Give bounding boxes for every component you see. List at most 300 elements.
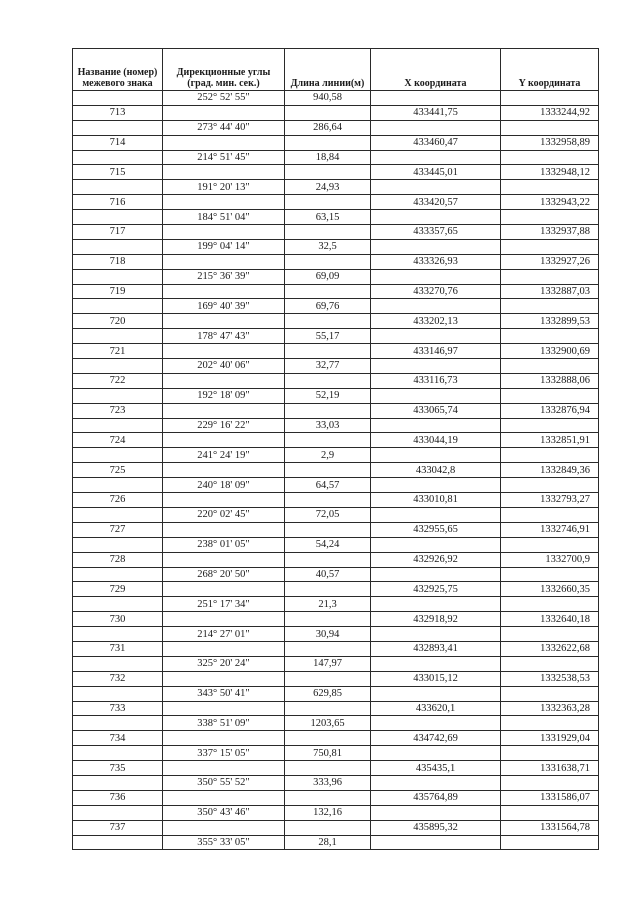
- point-name-cell: 725: [73, 463, 163, 478]
- length-cell: 72,05: [285, 507, 371, 522]
- length-cell: 1203,65: [285, 716, 371, 731]
- line-row: [73, 686, 599, 701]
- x-coordinate-cell: 432893,41: [371, 641, 501, 656]
- line-row: [73, 805, 599, 820]
- x-coordinate-cell: [371, 150, 501, 165]
- y-coordinate-cell: [501, 91, 599, 106]
- point-name-cell: 724: [73, 433, 163, 448]
- point-name-cell: 736: [73, 790, 163, 805]
- y-coordinate-cell: 1332622,68: [501, 641, 599, 656]
- table-body: [73, 91, 599, 850]
- length-cell: 333,96: [285, 775, 371, 790]
- x-coordinate-cell: [371, 180, 501, 195]
- point-name-cell: 716: [73, 195, 163, 210]
- angle-cell: [163, 493, 285, 508]
- angle-cell: 214° 51' 45": [163, 150, 285, 165]
- length-cell: [285, 582, 371, 597]
- y-coordinate-cell: [501, 597, 599, 612]
- length-cell: 30,94: [285, 627, 371, 642]
- x-coordinate-cell: 432925,75: [371, 582, 501, 597]
- length-cell: [285, 731, 371, 746]
- point-row: [73, 403, 599, 418]
- point-name-cell: [73, 478, 163, 493]
- y-coordinate-cell: [501, 835, 599, 850]
- header-y: Y координата: [501, 49, 599, 91]
- length-cell: 63,15: [285, 210, 371, 225]
- x-coordinate-cell: [371, 388, 501, 403]
- length-cell: 69,09: [285, 269, 371, 284]
- boundary-coordinates-table: [72, 48, 599, 850]
- point-name-cell: [73, 537, 163, 552]
- length-cell: [285, 463, 371, 478]
- point-row: [73, 790, 599, 805]
- line-row: [73, 448, 599, 463]
- length-cell: 286,64: [285, 120, 371, 135]
- line-row: [73, 269, 599, 284]
- angle-cell: [163, 314, 285, 329]
- point-name-cell: [73, 507, 163, 522]
- angle-cell: 191° 20' 13": [163, 180, 285, 195]
- point-name-cell: [73, 686, 163, 701]
- y-coordinate-cell: 1332888,06: [501, 373, 599, 388]
- x-coordinate-cell: [371, 805, 501, 820]
- point-name-cell: [73, 91, 163, 106]
- x-coordinate-cell: 435895,32: [371, 820, 501, 835]
- y-coordinate-cell: 1331929,04: [501, 731, 599, 746]
- x-coordinate-cell: 433357,65: [371, 225, 501, 240]
- point-name-cell: [73, 269, 163, 284]
- angle-cell: 338° 51' 09": [163, 716, 285, 731]
- point-name-cell: [73, 329, 163, 344]
- point-name-cell: [73, 597, 163, 612]
- length-cell: 18,84: [285, 150, 371, 165]
- point-name-cell: 722: [73, 373, 163, 388]
- point-name-cell: 723: [73, 403, 163, 418]
- point-name-cell: 730: [73, 612, 163, 627]
- angle-cell: 343° 50' 41": [163, 686, 285, 701]
- point-name-cell: [73, 775, 163, 790]
- y-coordinate-cell: [501, 299, 599, 314]
- length-cell: 69,76: [285, 299, 371, 314]
- x-coordinate-cell: [371, 716, 501, 731]
- x-coordinate-cell: 433065,74: [371, 403, 501, 418]
- y-coordinate-cell: 1332746,91: [501, 522, 599, 537]
- x-coordinate-cell: 433042,8: [371, 463, 501, 478]
- line-row: [73, 150, 599, 165]
- x-coordinate-cell: 433326,93: [371, 254, 501, 269]
- y-coordinate-cell: [501, 120, 599, 135]
- length-cell: [285, 522, 371, 537]
- point-name-cell: [73, 835, 163, 850]
- y-coordinate-cell: [501, 775, 599, 790]
- y-coordinate-cell: 1332887,03: [501, 284, 599, 299]
- y-coordinate-cell: 1331586,07: [501, 790, 599, 805]
- line-row: [73, 91, 599, 106]
- point-name-cell: 720: [73, 314, 163, 329]
- length-cell: 52,19: [285, 388, 371, 403]
- point-name-cell: [73, 210, 163, 225]
- length-cell: [285, 314, 371, 329]
- point-name-cell: [73, 299, 163, 314]
- length-cell: [285, 612, 371, 627]
- y-coordinate-cell: [501, 627, 599, 642]
- point-name-cell: [73, 180, 163, 195]
- point-row: [73, 552, 599, 567]
- angle-cell: 220° 02' 45": [163, 507, 285, 522]
- point-name-cell: 737: [73, 820, 163, 835]
- point-name-cell: 719: [73, 284, 163, 299]
- point-row: [73, 761, 599, 776]
- point-name-cell: 714: [73, 135, 163, 150]
- point-row: [73, 463, 599, 478]
- length-cell: [285, 552, 371, 567]
- x-coordinate-cell: [371, 537, 501, 552]
- x-coordinate-cell: 435435,1: [371, 761, 501, 776]
- point-name-cell: 734: [73, 731, 163, 746]
- y-coordinate-cell: [501, 567, 599, 582]
- coordinates-document: [72, 48, 598, 850]
- point-name-cell: 729: [73, 582, 163, 597]
- y-coordinate-cell: 1332538,53: [501, 671, 599, 686]
- angle-cell: 268° 20' 50": [163, 567, 285, 582]
- length-cell: [285, 701, 371, 716]
- x-coordinate-cell: 434742,69: [371, 731, 501, 746]
- y-coordinate-cell: 1331564,78: [501, 820, 599, 835]
- angle-cell: [163, 761, 285, 776]
- line-row: [73, 716, 599, 731]
- angle-cell: [163, 135, 285, 150]
- angle-cell: 169° 40' 39": [163, 299, 285, 314]
- point-name-cell: [73, 746, 163, 761]
- x-coordinate-cell: [371, 120, 501, 135]
- point-name-cell: [73, 150, 163, 165]
- point-row: [73, 582, 599, 597]
- length-cell: [285, 641, 371, 656]
- point-row: [73, 314, 599, 329]
- angle-cell: [163, 790, 285, 805]
- y-coordinate-cell: [501, 716, 599, 731]
- y-coordinate-cell: 1333244,92: [501, 105, 599, 120]
- point-row: [73, 135, 599, 150]
- point-row: [73, 612, 599, 627]
- length-cell: 21,3: [285, 597, 371, 612]
- x-coordinate-cell: [371, 478, 501, 493]
- length-cell: 40,57: [285, 567, 371, 582]
- length-cell: [285, 820, 371, 835]
- angle-cell: [163, 433, 285, 448]
- point-name-cell: 718: [73, 254, 163, 269]
- y-coordinate-cell: [501, 507, 599, 522]
- y-coordinate-cell: [501, 746, 599, 761]
- angle-cell: 238° 01' 05": [163, 537, 285, 552]
- point-name-cell: 727: [73, 522, 163, 537]
- x-coordinate-cell: 433270,76: [371, 284, 501, 299]
- y-coordinate-cell: 1332793,27: [501, 493, 599, 508]
- angle-cell: 337° 15' 05": [163, 746, 285, 761]
- angle-cell: 202° 40' 06": [163, 359, 285, 374]
- x-coordinate-cell: [371, 91, 501, 106]
- point-row: [73, 195, 599, 210]
- x-coordinate-cell: 433620,1: [371, 701, 501, 716]
- point-name-cell: [73, 239, 163, 254]
- x-coordinate-cell: 433445,01: [371, 165, 501, 180]
- y-coordinate-cell: [501, 537, 599, 552]
- line-row: [73, 597, 599, 612]
- angle-cell: 350° 55' 52": [163, 775, 285, 790]
- point-name-cell: 731: [73, 641, 163, 656]
- angle-cell: [163, 403, 285, 418]
- x-coordinate-cell: [371, 329, 501, 344]
- y-coordinate-cell: 1331638,71: [501, 761, 599, 776]
- length-cell: [285, 373, 371, 388]
- point-row: [73, 433, 599, 448]
- angle-cell: [163, 701, 285, 716]
- point-row: [73, 701, 599, 716]
- header-name: Название (номер) межевого знака: [73, 49, 163, 91]
- x-coordinate-cell: [371, 418, 501, 433]
- x-coordinate-cell: [371, 299, 501, 314]
- line-row: [73, 359, 599, 374]
- point-name-cell: [73, 567, 163, 582]
- point-name-cell: 721: [73, 344, 163, 359]
- line-row: [73, 329, 599, 344]
- length-cell: 147,97: [285, 656, 371, 671]
- length-cell: [285, 433, 371, 448]
- point-row: [73, 641, 599, 656]
- angle-cell: 199° 04' 14": [163, 239, 285, 254]
- y-coordinate-cell: [501, 478, 599, 493]
- y-coordinate-cell: 1332900,69: [501, 344, 599, 359]
- point-name-cell: [73, 388, 163, 403]
- angle-cell: 214° 27' 01": [163, 627, 285, 642]
- point-name-cell: 733: [73, 701, 163, 716]
- x-coordinate-cell: [371, 210, 501, 225]
- line-row: [73, 239, 599, 254]
- angle-cell: 241° 24' 19": [163, 448, 285, 463]
- x-coordinate-cell: 433460,47: [371, 135, 501, 150]
- x-coordinate-cell: [371, 269, 501, 284]
- angle-cell: 350° 43' 46": [163, 805, 285, 820]
- x-coordinate-cell: [371, 567, 501, 582]
- angle-cell: [163, 522, 285, 537]
- x-coordinate-cell: 433420,57: [371, 195, 501, 210]
- y-coordinate-cell: [501, 180, 599, 195]
- line-row: [73, 746, 599, 761]
- length-cell: [285, 493, 371, 508]
- length-cell: 54,24: [285, 537, 371, 552]
- x-coordinate-cell: [371, 627, 501, 642]
- y-coordinate-cell: 1332660,35: [501, 582, 599, 597]
- length-cell: 32,77: [285, 359, 371, 374]
- angle-cell: [163, 641, 285, 656]
- length-cell: [285, 761, 371, 776]
- angle-cell: 240° 18' 09": [163, 478, 285, 493]
- length-cell: [285, 105, 371, 120]
- line-row: [73, 567, 599, 582]
- y-coordinate-cell: [501, 686, 599, 701]
- angle-cell: 215° 36' 39": [163, 269, 285, 284]
- y-coordinate-cell: [501, 359, 599, 374]
- line-row: [73, 210, 599, 225]
- point-row: [73, 225, 599, 240]
- x-coordinate-cell: 433441,75: [371, 105, 501, 120]
- y-coordinate-cell: 1332876,94: [501, 403, 599, 418]
- x-coordinate-cell: [371, 507, 501, 522]
- point-row: [73, 165, 599, 180]
- angle-cell: 273° 44' 40": [163, 120, 285, 135]
- length-cell: [285, 254, 371, 269]
- point-row: [73, 284, 599, 299]
- x-coordinate-cell: 433010,81: [371, 493, 501, 508]
- y-coordinate-cell: 1332363,28: [501, 701, 599, 716]
- angle-cell: [163, 731, 285, 746]
- length-cell: 64,57: [285, 478, 371, 493]
- length-cell: 750,81: [285, 746, 371, 761]
- x-coordinate-cell: [371, 746, 501, 761]
- y-coordinate-cell: 1332849,36: [501, 463, 599, 478]
- y-coordinate-cell: 1332700,9: [501, 552, 599, 567]
- point-name-cell: [73, 120, 163, 135]
- length-cell: [285, 195, 371, 210]
- x-coordinate-cell: [371, 597, 501, 612]
- line-row: [73, 537, 599, 552]
- point-row: [73, 373, 599, 388]
- angle-cell: [163, 552, 285, 567]
- point-name-cell: [73, 656, 163, 671]
- angle-cell: 178° 47' 43": [163, 329, 285, 344]
- point-row: [73, 731, 599, 746]
- y-coordinate-cell: [501, 656, 599, 671]
- line-row: [73, 507, 599, 522]
- point-name-cell: 726: [73, 493, 163, 508]
- line-row: [73, 627, 599, 642]
- line-row: [73, 835, 599, 850]
- point-name-cell: [73, 448, 163, 463]
- x-coordinate-cell: [371, 656, 501, 671]
- length-cell: [285, 790, 371, 805]
- x-coordinate-cell: 433044,19: [371, 433, 501, 448]
- point-name-cell: 715: [73, 165, 163, 180]
- y-coordinate-cell: 1332927,26: [501, 254, 599, 269]
- angle-cell: [163, 463, 285, 478]
- angle-cell: 192° 18' 09": [163, 388, 285, 403]
- line-row: [73, 478, 599, 493]
- y-coordinate-cell: 1332958,89: [501, 135, 599, 150]
- line-row: [73, 180, 599, 195]
- angle-cell: [163, 582, 285, 597]
- y-coordinate-cell: [501, 269, 599, 284]
- y-coordinate-cell: [501, 418, 599, 433]
- x-coordinate-cell: 435764,89: [371, 790, 501, 805]
- angle-cell: [163, 105, 285, 120]
- angle-cell: 325° 20' 24": [163, 656, 285, 671]
- line-row: [73, 388, 599, 403]
- point-name-cell: 735: [73, 761, 163, 776]
- point-name-cell: 717: [73, 225, 163, 240]
- angle-cell: 184° 51' 04": [163, 210, 285, 225]
- angle-cell: 355° 33' 05": [163, 835, 285, 850]
- x-coordinate-cell: [371, 239, 501, 254]
- angle-cell: [163, 165, 285, 180]
- point-name-cell: [73, 805, 163, 820]
- point-row: [73, 820, 599, 835]
- x-coordinate-cell: 432955,65: [371, 522, 501, 537]
- angle-cell: [163, 820, 285, 835]
- point-row: [73, 105, 599, 120]
- length-cell: 32,5: [285, 239, 371, 254]
- length-cell: 2,9: [285, 448, 371, 463]
- x-coordinate-cell: 433015,12: [371, 671, 501, 686]
- angle-cell: 251° 17' 34": [163, 597, 285, 612]
- angle-cell: [163, 671, 285, 686]
- header-length: Длина линии(м): [285, 49, 371, 91]
- y-coordinate-cell: 1332899,53: [501, 314, 599, 329]
- length-cell: [285, 403, 371, 418]
- x-coordinate-cell: 433146,97: [371, 344, 501, 359]
- length-cell: [285, 344, 371, 359]
- angle-cell: 252° 52' 55": [163, 91, 285, 106]
- line-row: [73, 656, 599, 671]
- length-cell: 940,58: [285, 91, 371, 106]
- point-row: [73, 522, 599, 537]
- x-coordinate-cell: [371, 686, 501, 701]
- length-cell: [285, 135, 371, 150]
- y-coordinate-cell: [501, 388, 599, 403]
- x-coordinate-cell: [371, 448, 501, 463]
- angle-cell: [163, 254, 285, 269]
- y-coordinate-cell: [501, 210, 599, 225]
- angle-cell: [163, 373, 285, 388]
- line-row: [73, 299, 599, 314]
- point-name-cell: 713: [73, 105, 163, 120]
- length-cell: 28,1: [285, 835, 371, 850]
- point-name-cell: [73, 418, 163, 433]
- x-coordinate-cell: 433116,73: [371, 373, 501, 388]
- line-row: [73, 120, 599, 135]
- point-row: [73, 254, 599, 269]
- point-name-cell: [73, 359, 163, 374]
- y-coordinate-cell: 1332851,91: [501, 433, 599, 448]
- point-name-cell: 732: [73, 671, 163, 686]
- length-cell: [285, 225, 371, 240]
- y-coordinate-cell: [501, 805, 599, 820]
- line-row: [73, 418, 599, 433]
- line-row: [73, 775, 599, 790]
- x-coordinate-cell: [371, 359, 501, 374]
- angle-cell: [163, 612, 285, 627]
- y-coordinate-cell: [501, 239, 599, 254]
- angle-cell: [163, 195, 285, 210]
- point-row: [73, 344, 599, 359]
- x-coordinate-cell: 432918,92: [371, 612, 501, 627]
- point-row: [73, 493, 599, 508]
- x-coordinate-cell: 432926,92: [371, 552, 501, 567]
- y-coordinate-cell: 1332937,88: [501, 225, 599, 240]
- x-coordinate-cell: 433202,13: [371, 314, 501, 329]
- length-cell: 24,93: [285, 180, 371, 195]
- length-cell: [285, 671, 371, 686]
- y-coordinate-cell: [501, 329, 599, 344]
- angle-cell: [163, 344, 285, 359]
- y-coordinate-cell: 1332640,18: [501, 612, 599, 627]
- y-coordinate-cell: [501, 448, 599, 463]
- angle-cell: [163, 284, 285, 299]
- length-cell: 33,03: [285, 418, 371, 433]
- point-name-cell: [73, 716, 163, 731]
- header-angle: Дирекционные углы (град. мин. сек.): [163, 49, 285, 91]
- table-header-row: [73, 49, 599, 91]
- length-cell: 132,16: [285, 805, 371, 820]
